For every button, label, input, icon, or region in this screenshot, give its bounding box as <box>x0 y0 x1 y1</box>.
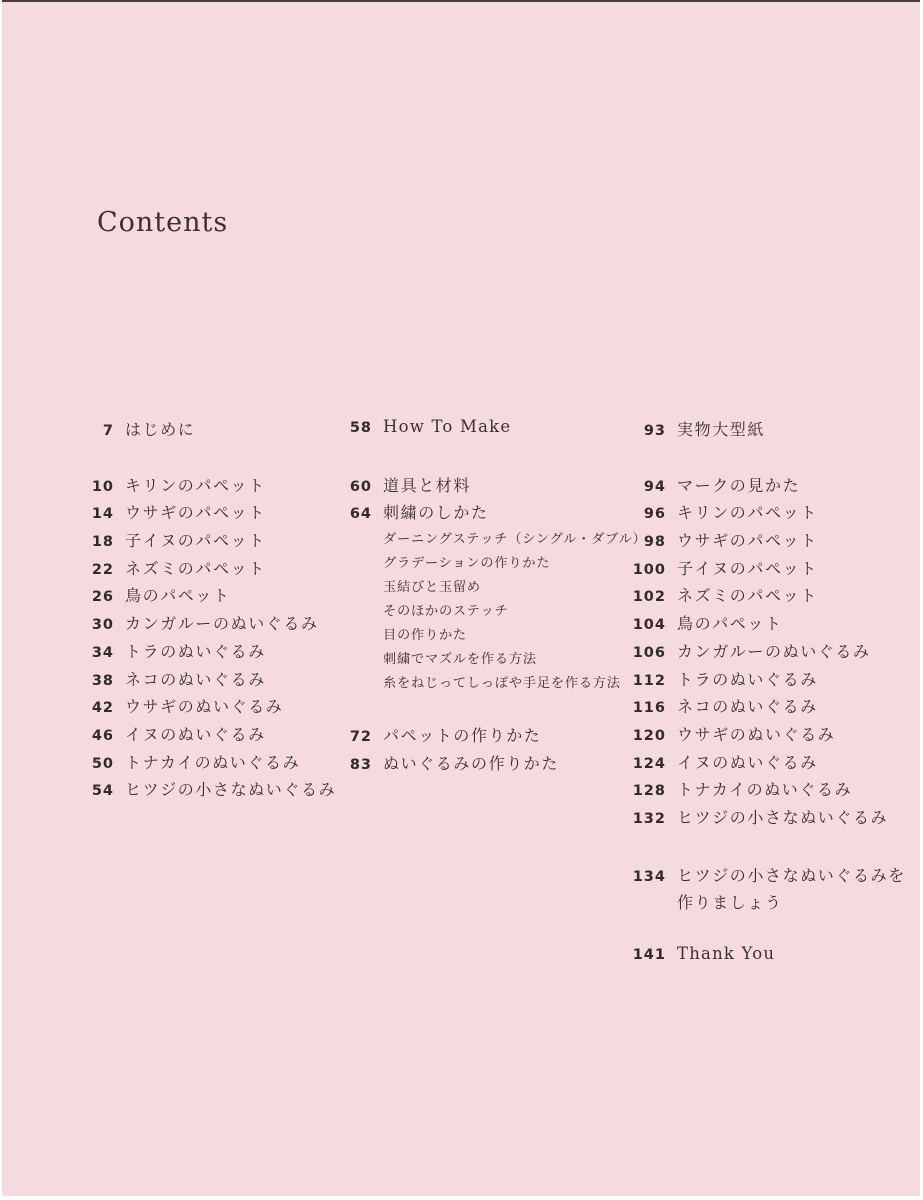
toc-entry <box>76 556 336 584</box>
toc-entry-label: グラデーションの作りかた <box>383 556 551 572</box>
toc-page-number: 132 <box>632 810 666 827</box>
toc-entry <box>324 723 647 751</box>
toc-entry-label: トラのぬいぐるみ <box>677 669 818 689</box>
toc-page-number: 46 <box>91 727 114 744</box>
toc-entry <box>76 777 336 805</box>
toc-page-number: 26 <box>91 589 114 606</box>
toc-entry-label: カンガルーのぬいぐるみ <box>125 614 319 634</box>
toc-entry <box>614 528 906 556</box>
toc-page-number: 14 <box>91 506 114 523</box>
toc-entry <box>614 667 906 695</box>
toc-entry <box>324 500 647 528</box>
toc-entry-label: ウサギのぬいぐるみ <box>677 724 836 744</box>
toc-page-number: 100 <box>632 561 666 578</box>
toc-page-number: 18 <box>91 534 114 551</box>
toc-page-number: 72 <box>349 729 372 746</box>
toc-entry-label: ヒツジの小さなぬいぐるみ <box>677 807 889 827</box>
toc-entry <box>614 583 906 611</box>
toc-entry-label: ヒツジの小さなぬいぐるみ <box>125 780 337 800</box>
toc-entry-label: ウサギのパペット <box>125 503 266 523</box>
toc-page-number: 34 <box>91 644 114 661</box>
toc-entry <box>614 473 906 501</box>
toc-sub-entry <box>324 672 647 696</box>
toc-sub-entry <box>324 648 647 672</box>
toc-entry <box>614 805 906 833</box>
toc-entry <box>76 611 336 639</box>
toc-page-number: 134 <box>632 868 666 885</box>
toc-entry-label: トラのぬいぐるみ <box>125 641 266 661</box>
toc-entry-label: イヌのぬいぐるみ <box>677 752 818 772</box>
toc-page-number: 106 <box>632 644 666 661</box>
page-top-edge <box>2 0 920 2</box>
toc-page-number: 50 <box>91 755 114 772</box>
toc-entry-label: キリンのパペット <box>677 503 818 523</box>
toc-entry-label: 作りましょう <box>677 893 783 913</box>
toc-entry <box>614 750 906 778</box>
toc-entry-label: イヌのぬいぐるみ <box>125 724 266 744</box>
toc-entry-label: キリンのパペット <box>125 475 266 495</box>
toc-entry-label: ネコのぬいぐるみ <box>125 669 266 689</box>
toc-entry <box>614 890 906 918</box>
toc-page-number: 64 <box>349 506 372 523</box>
toc-entry <box>324 751 647 779</box>
toc-sub-entry <box>324 600 647 624</box>
toc-page-number: 30 <box>91 617 114 634</box>
toc-column-middle <box>324 417 647 778</box>
toc-entry <box>76 667 336 695</box>
toc-page-number: 94 <box>643 478 666 495</box>
toc-entry-label: How To Make <box>383 417 512 436</box>
toc-entry-label: トナカイのぬいぐるみ <box>125 752 301 772</box>
toc-page-number: 38 <box>91 672 114 689</box>
toc-sub-entry <box>324 576 647 600</box>
toc-entry <box>614 556 906 584</box>
toc-entry <box>76 473 336 501</box>
toc-page-number: 104 <box>632 617 666 634</box>
toc-entry <box>324 473 647 501</box>
toc-entry-label: 鳥のパペット <box>125 586 231 606</box>
toc-entry <box>614 777 906 805</box>
toc-entry <box>76 750 336 778</box>
toc-entry-label: 鳥のパペット <box>677 614 783 634</box>
toc-page-number: 124 <box>632 755 666 772</box>
toc-page-number: 93 <box>643 423 666 439</box>
toc-entry <box>614 417 906 445</box>
toc-entry <box>614 694 906 722</box>
toc-entry-label: 子イヌのパペット <box>677 558 818 578</box>
toc-entry <box>614 500 906 528</box>
toc-entry-label: 道具と材料 <box>383 475 472 495</box>
toc-page-number: 58 <box>349 420 372 436</box>
toc-sub-entry <box>324 624 647 648</box>
toc-page-number: 54 <box>91 783 114 800</box>
toc-entry-label: はじめに <box>125 420 196 439</box>
toc-entry-label: 実物大型紙 <box>677 420 766 439</box>
toc-entry-label: ウサギのパペット <box>677 531 818 551</box>
toc-sub-entry <box>324 552 647 576</box>
toc-column-left <box>76 417 336 805</box>
toc-entry <box>76 639 336 667</box>
toc-page-number: 112 <box>632 672 666 689</box>
toc-entry <box>76 528 336 556</box>
toc-page-number: 96 <box>643 506 666 523</box>
toc-entry-label: ぬいぐるみの作りかた <box>383 753 560 773</box>
toc-entry-label: パペットの作りかた <box>383 726 542 746</box>
toc-page-number: 98 <box>643 534 666 551</box>
toc-column-right <box>614 417 906 972</box>
toc-entry-label: ヒツジの小さなぬいぐるみを <box>677 865 906 885</box>
toc-entry-label: 刺繍のしかた <box>383 503 489 523</box>
toc-entry <box>614 863 906 891</box>
toc-entry-label: 玉結びと玉留め <box>383 580 481 596</box>
toc-page-number: 128 <box>632 783 666 800</box>
toc-page-number: 60 <box>349 478 372 495</box>
toc-entry <box>614 944 906 972</box>
toc-entry-label: ネズミのパペット <box>125 558 266 578</box>
toc-page-number: 102 <box>632 589 666 606</box>
page-title: Contents <box>97 207 229 238</box>
toc-entry <box>76 583 336 611</box>
toc-entry-label: マークの見かた <box>677 475 801 495</box>
toc-page-number: 10 <box>91 478 114 495</box>
toc-page <box>2 0 920 1196</box>
toc-entry-label: ダーニングステッチ（シングル・ダブル） <box>383 532 647 548</box>
toc-entry <box>76 694 336 722</box>
toc-entry <box>76 500 336 528</box>
toc-page-number: 120 <box>632 727 666 744</box>
toc-entry-label: ウサギのぬいぐるみ <box>125 697 284 717</box>
toc-sub-entry <box>324 528 647 552</box>
toc-entry-label: トナカイのぬいぐるみ <box>677 780 853 800</box>
toc-entry-label: カンガルーのぬいぐるみ <box>677 641 871 661</box>
toc-entry-label: そのほかのステッチ <box>383 604 509 620</box>
toc-entry-label: 糸をねじってしっぽや手足を作る方法 <box>383 676 621 692</box>
toc-entry-label: 刺繍でマズルを作る方法 <box>383 652 537 668</box>
toc-entry-label: ネコのぬいぐるみ <box>677 697 818 717</box>
toc-entry <box>324 417 647 445</box>
toc-page-number: 141 <box>632 947 666 963</box>
toc-entry-label: 目の作りかた <box>383 628 467 644</box>
toc-page-number: 83 <box>349 756 372 773</box>
toc-page-number: 42 <box>91 700 114 717</box>
toc-entry-label: Thank You <box>677 944 776 963</box>
toc-entry <box>614 611 906 639</box>
toc-entry-label: ネズミのパペット <box>677 586 818 606</box>
toc-entry <box>76 722 336 750</box>
toc-page-number: 22 <box>91 561 114 578</box>
toc-page-number: 116 <box>632 700 666 717</box>
toc-entry-label: 子イヌのパペット <box>125 531 266 551</box>
toc-page-number: 7 <box>102 423 114 439</box>
toc-entry <box>614 722 906 750</box>
toc-entry <box>76 417 336 445</box>
toc-entry <box>614 639 906 667</box>
